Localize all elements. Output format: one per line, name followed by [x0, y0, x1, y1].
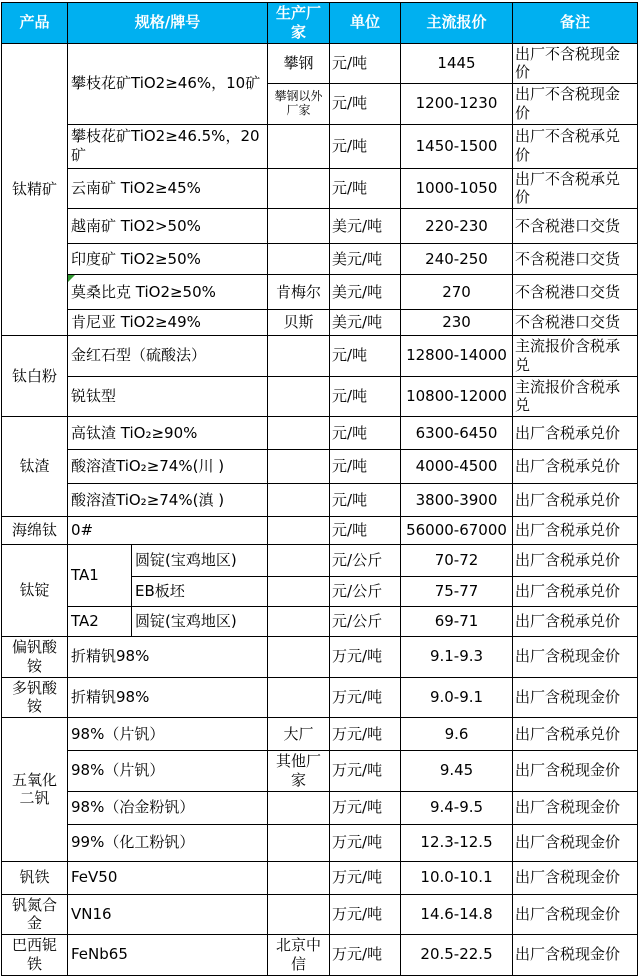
- table-row: [2, 791, 638, 824]
- header-unit[interactable]: 单位: [330, 3, 401, 44]
- price-cell[interactable]: 69-71: [401, 607, 513, 637]
- note-cell[interactable]: 主流报价含税承兑: [513, 336, 638, 377]
- price-cell[interactable]: 270: [401, 275, 513, 310]
- spec-cell[interactable]: 锐钛型: [68, 376, 268, 417]
- spec-form-cell[interactable]: 圆锭(宝鸡地区): [132, 607, 268, 637]
- manufacturer-cell[interactable]: [268, 168, 330, 209]
- unit-cell[interactable]: 万元/吨: [330, 935, 401, 976]
- price-cell[interactable]: 1200-1230: [401, 84, 513, 125]
- manufacturer-cell[interactable]: [268, 894, 330, 935]
- note-cell[interactable]: 出厂含税承兑价: [513, 718, 638, 751]
- unit-cell[interactable]: 万元/吨: [330, 718, 401, 751]
- unit-cell[interactable]: 元/公斤: [330, 607, 401, 637]
- price-cell[interactable]: 9.1-9.3: [401, 637, 513, 678]
- note-cell[interactable]: 出厂不含税现金价: [513, 84, 638, 125]
- manufacturer-cell[interactable]: [268, 637, 330, 678]
- manufacturer-cell[interactable]: 贝斯: [268, 310, 330, 336]
- price-cell[interactable]: 230: [401, 310, 513, 336]
- spec-form-cell[interactable]: EB板坯: [132, 577, 268, 607]
- manufacturer-cell[interactable]: [268, 244, 330, 275]
- spec-cell[interactable]: 越南矿 TiO2>50%: [68, 209, 268, 244]
- spec-cell[interactable]: 98%（片钒）: [68, 751, 268, 792]
- price-cell[interactable]: 240-250: [401, 244, 513, 275]
- unit-cell[interactable]: 万元/吨: [330, 894, 401, 935]
- note-cell[interactable]: 出厂含税现金价: [513, 751, 638, 792]
- unit-cell[interactable]: 万元/吨: [330, 677, 401, 718]
- table-row: [2, 517, 638, 545]
- spec-cell[interactable]: 折精钒98%: [68, 677, 268, 718]
- header-price[interactable]: 主流报价: [401, 3, 513, 44]
- manufacturer-cell[interactable]: [268, 417, 330, 450]
- manufacturer-cell[interactable]: [268, 336, 330, 377]
- price-cell[interactable]: 56000-67000: [401, 517, 513, 545]
- unit-cell[interactable]: 万元/吨: [330, 751, 401, 792]
- spec-cell[interactable]: FeV50: [68, 861, 268, 894]
- spec-cell[interactable]: 金红石型（硫酸法）: [68, 336, 268, 377]
- price-cell[interactable]: 6300-6450: [401, 417, 513, 450]
- spec-cell[interactable]: 酸溶渣TiO₂≥74%(川 ): [68, 450, 268, 484]
- manufacturer-cell[interactable]: [268, 861, 330, 894]
- manufacturer-cell[interactable]: [268, 677, 330, 718]
- note-cell[interactable]: 出厂含税现金价: [513, 935, 638, 976]
- table-row: [2, 124, 638, 168]
- table-row: [2, 718, 638, 751]
- unit-cell[interactable]: 美元/吨: [330, 244, 401, 275]
- note-cell[interactable]: 出厂含税承兑价: [513, 517, 638, 545]
- header-row: [2, 3, 638, 44]
- unit-cell[interactable]: 元/吨: [330, 417, 401, 450]
- unit-cell[interactable]: 元/吨: [330, 84, 401, 125]
- table-row: [2, 209, 638, 244]
- manufacturer-cell[interactable]: 其他厂家: [268, 751, 330, 792]
- note-cell[interactable]: 出厂含税承兑价: [513, 484, 638, 517]
- table-row: [2, 336, 638, 377]
- spec-cell[interactable]: [68, 275, 268, 310]
- note-cell[interactable]: 不含税港口交货: [513, 275, 638, 310]
- unit-cell[interactable]: 元/公斤: [330, 577, 401, 607]
- manufacturer-cell[interactable]: [268, 376, 330, 417]
- unit-cell[interactable]: 元/吨: [330, 376, 401, 417]
- unit-cell[interactable]: 元/吨: [330, 124, 401, 168]
- table-row: [2, 43, 638, 84]
- table-row: [2, 450, 638, 484]
- price-cell[interactable]: 9.45: [401, 751, 513, 792]
- note-cell[interactable]: 不含税港口交货: [513, 310, 638, 336]
- manufacturer-cell[interactable]: [268, 607, 330, 637]
- manufacturer-cell[interactable]: [268, 791, 330, 824]
- spec-cell[interactable]: 攀枝花矿TiO2≥46%，10矿: [68, 43, 268, 124]
- unit-cell[interactable]: 元/吨: [330, 336, 401, 377]
- unit-cell[interactable]: 元/吨: [330, 450, 401, 484]
- table-row: [2, 894, 638, 935]
- note-cell[interactable]: 出厂含税承兑价: [513, 577, 638, 607]
- product-cell[interactable]: 钛白粉: [2, 336, 68, 417]
- price-cell[interactable]: 220-230: [401, 209, 513, 244]
- note-cell[interactable]: 出厂含税承兑价: [513, 607, 638, 637]
- spec-cell[interactable]: 肯尼亚 TiO2≥49%: [68, 310, 268, 336]
- table-row: [2, 751, 638, 792]
- product-cell[interactable]: 偏钒酸铵: [2, 637, 68, 678]
- table-row: [2, 861, 638, 894]
- table-row: [2, 824, 638, 861]
- note-cell[interactable]: 出厂含税现金价: [513, 894, 638, 935]
- manufacturer-cell[interactable]: [268, 577, 330, 607]
- table-row: [2, 168, 638, 209]
- note-cell[interactable]: 出厂含税承兑价: [513, 545, 638, 577]
- spec-cell[interactable]: VN16: [68, 894, 268, 935]
- price-cell[interactable]: 12800-14000: [401, 336, 513, 377]
- spec-grade-cell[interactable]: TA2: [68, 607, 132, 637]
- manufacturer-cell[interactable]: [268, 545, 330, 577]
- manufacturer-cell[interactable]: 攀钢以外厂家: [268, 84, 330, 125]
- manufacturer-cell[interactable]: [268, 450, 330, 484]
- manufacturer-cell[interactable]: [268, 517, 330, 545]
- note-cell[interactable]: 出厂不含税现金价: [513, 43, 638, 84]
- note-cell[interactable]: 出厂含税现金价: [513, 637, 638, 678]
- unit-cell[interactable]: 元/吨: [330, 517, 401, 545]
- price-cell[interactable]: 10.0-10.1: [401, 861, 513, 894]
- unit-cell[interactable]: 美元/吨: [330, 275, 401, 310]
- header-note[interactable]: 备注: [513, 3, 638, 44]
- manufacturer-cell[interactable]: [268, 209, 330, 244]
- unit-cell[interactable]: 万元/吨: [330, 637, 401, 678]
- table-row: [2, 677, 638, 718]
- price-cell[interactable]: 3800-3900: [401, 484, 513, 517]
- note-cell[interactable]: 出厂含税承兑价: [513, 450, 638, 484]
- product-cell[interactable]: 钛精矿: [2, 43, 68, 336]
- unit-cell[interactable]: 万元/吨: [330, 861, 401, 894]
- manufacturer-cell[interactable]: 北京中信: [268, 935, 330, 976]
- spec-cell[interactable]: 0#: [68, 517, 268, 545]
- spec-grade-cell[interactable]: TA1: [68, 545, 132, 607]
- table-row: [2, 935, 638, 976]
- spec-cell[interactable]: 云南矿 TiO2≥45%: [68, 168, 268, 209]
- unit-cell[interactable]: 元/吨: [330, 43, 401, 84]
- spec-cell[interactable]: 98%（片钒）: [68, 718, 268, 751]
- product-cell[interactable]: 海绵钛: [2, 517, 68, 545]
- price-cell[interactable]: 9.0-9.1: [401, 677, 513, 718]
- table-row: [2, 637, 638, 678]
- note-cell[interactable]: 主流报价含税承兑: [513, 376, 638, 417]
- note-cell[interactable]: 不含税港口交货: [513, 209, 638, 244]
- product-cell[interactable]: 巴西铌铁: [2, 935, 68, 976]
- price-table-sheet: [1, 2, 639, 976]
- manufacturer-cell[interactable]: [268, 824, 330, 861]
- spec-text: 莫桑比克 TiO2≥50%: [71, 282, 216, 301]
- price-cell[interactable]: 12.3-12.5: [401, 824, 513, 861]
- table-row: [2, 417, 638, 450]
- price-cell[interactable]: 1450-1500: [401, 124, 513, 168]
- unit-cell[interactable]: 元/吨: [330, 484, 401, 517]
- note-cell[interactable]: 出厂含税承兑价: [513, 417, 638, 450]
- manufacturer-cell[interactable]: 攀钢: [268, 43, 330, 84]
- header-manufacturer[interactable]: 生产厂家: [268, 3, 330, 44]
- price-cell[interactable]: 10800-12000: [401, 376, 513, 417]
- product-cell[interactable]: 钛渣: [2, 417, 68, 517]
- unit-cell[interactable]: 万元/吨: [330, 791, 401, 824]
- price-cell[interactable]: 14.6-14.8: [401, 894, 513, 935]
- table-row: [2, 484, 638, 517]
- table-row: [2, 244, 638, 275]
- unit-cell[interactable]: 元/吨: [330, 168, 401, 209]
- table-row: [2, 275, 638, 310]
- price-cell[interactable]: 70-72: [401, 545, 513, 577]
- table-row: [2, 607, 638, 637]
- product-cell[interactable]: 钒氮合金: [2, 894, 68, 935]
- manufacturer-cell[interactable]: [268, 484, 330, 517]
- product-cell[interactable]: 多钒酸铵: [2, 677, 68, 718]
- price-table: [1, 2, 638, 976]
- note-cell[interactable]: 出厂含税现金价: [513, 861, 638, 894]
- note-cell[interactable]: 出厂含税现金价: [513, 677, 638, 718]
- spec-cell[interactable]: 98%（冶金粉钒）: [68, 791, 268, 824]
- product-cell[interactable]: 钛锭: [2, 545, 68, 637]
- price-cell[interactable]: 4000-4500: [401, 450, 513, 484]
- manufacturer-cell[interactable]: 肯梅尔: [268, 275, 330, 310]
- spec-cell[interactable]: 折精钒98%: [68, 637, 268, 678]
- table-row: [2, 545, 638, 577]
- note-cell[interactable]: 出厂不含税承兑价: [513, 124, 638, 168]
- unit-cell[interactable]: 美元/吨: [330, 310, 401, 336]
- price-cell[interactable]: 9.6: [401, 718, 513, 751]
- price-cell[interactable]: 20.5-22.5: [401, 935, 513, 976]
- manufacturer-cell[interactable]: 大厂: [268, 718, 330, 751]
- product-cell[interactable]: 五氧化二钒: [2, 718, 68, 862]
- product-cell[interactable]: 钒铁: [2, 861, 68, 894]
- spec-cell[interactable]: 攀枝花矿TiO2≥46.5%，20矿: [68, 124, 268, 168]
- price-cell[interactable]: 75-77: [401, 577, 513, 607]
- note-cell[interactable]: 出厂不含税承兑价: [513, 168, 638, 209]
- price-cell[interactable]: 9.4-9.5: [401, 791, 513, 824]
- header-spec[interactable]: 规格/牌号: [68, 3, 268, 44]
- table-row: [2, 376, 638, 417]
- note-cell[interactable]: 出厂含税现金价: [513, 791, 638, 824]
- unit-cell[interactable]: 美元/吨: [330, 209, 401, 244]
- manufacturer-cell[interactable]: [268, 124, 330, 168]
- comment-marker-icon: [68, 275, 75, 282]
- price-cell[interactable]: 1445: [401, 43, 513, 84]
- spec-form-cell[interactable]: 圆锭(宝鸡地区): [132, 545, 268, 577]
- unit-cell[interactable]: 元/公斤: [330, 545, 401, 577]
- note-cell[interactable]: 出厂含税现金价: [513, 824, 638, 861]
- spec-cell[interactable]: 99%（化工粉钒）: [68, 824, 268, 861]
- unit-cell[interactable]: 万元/吨: [330, 824, 401, 861]
- spec-cell[interactable]: 印度矿 TiO2≥50%: [68, 244, 268, 275]
- spec-cell[interactable]: FeNb65: [68, 935, 268, 976]
- note-cell[interactable]: 不含税港口交货: [513, 244, 638, 275]
- table-row: [2, 310, 638, 336]
- spec-cell[interactable]: 高钛渣 TiO₂≥90%: [68, 417, 268, 450]
- price-cell[interactable]: 1000-1050: [401, 168, 513, 209]
- header-product[interactable]: 产品: [2, 3, 68, 44]
- spec-cell[interactable]: 酸溶渣TiO₂≥74%(滇 ): [68, 484, 268, 517]
